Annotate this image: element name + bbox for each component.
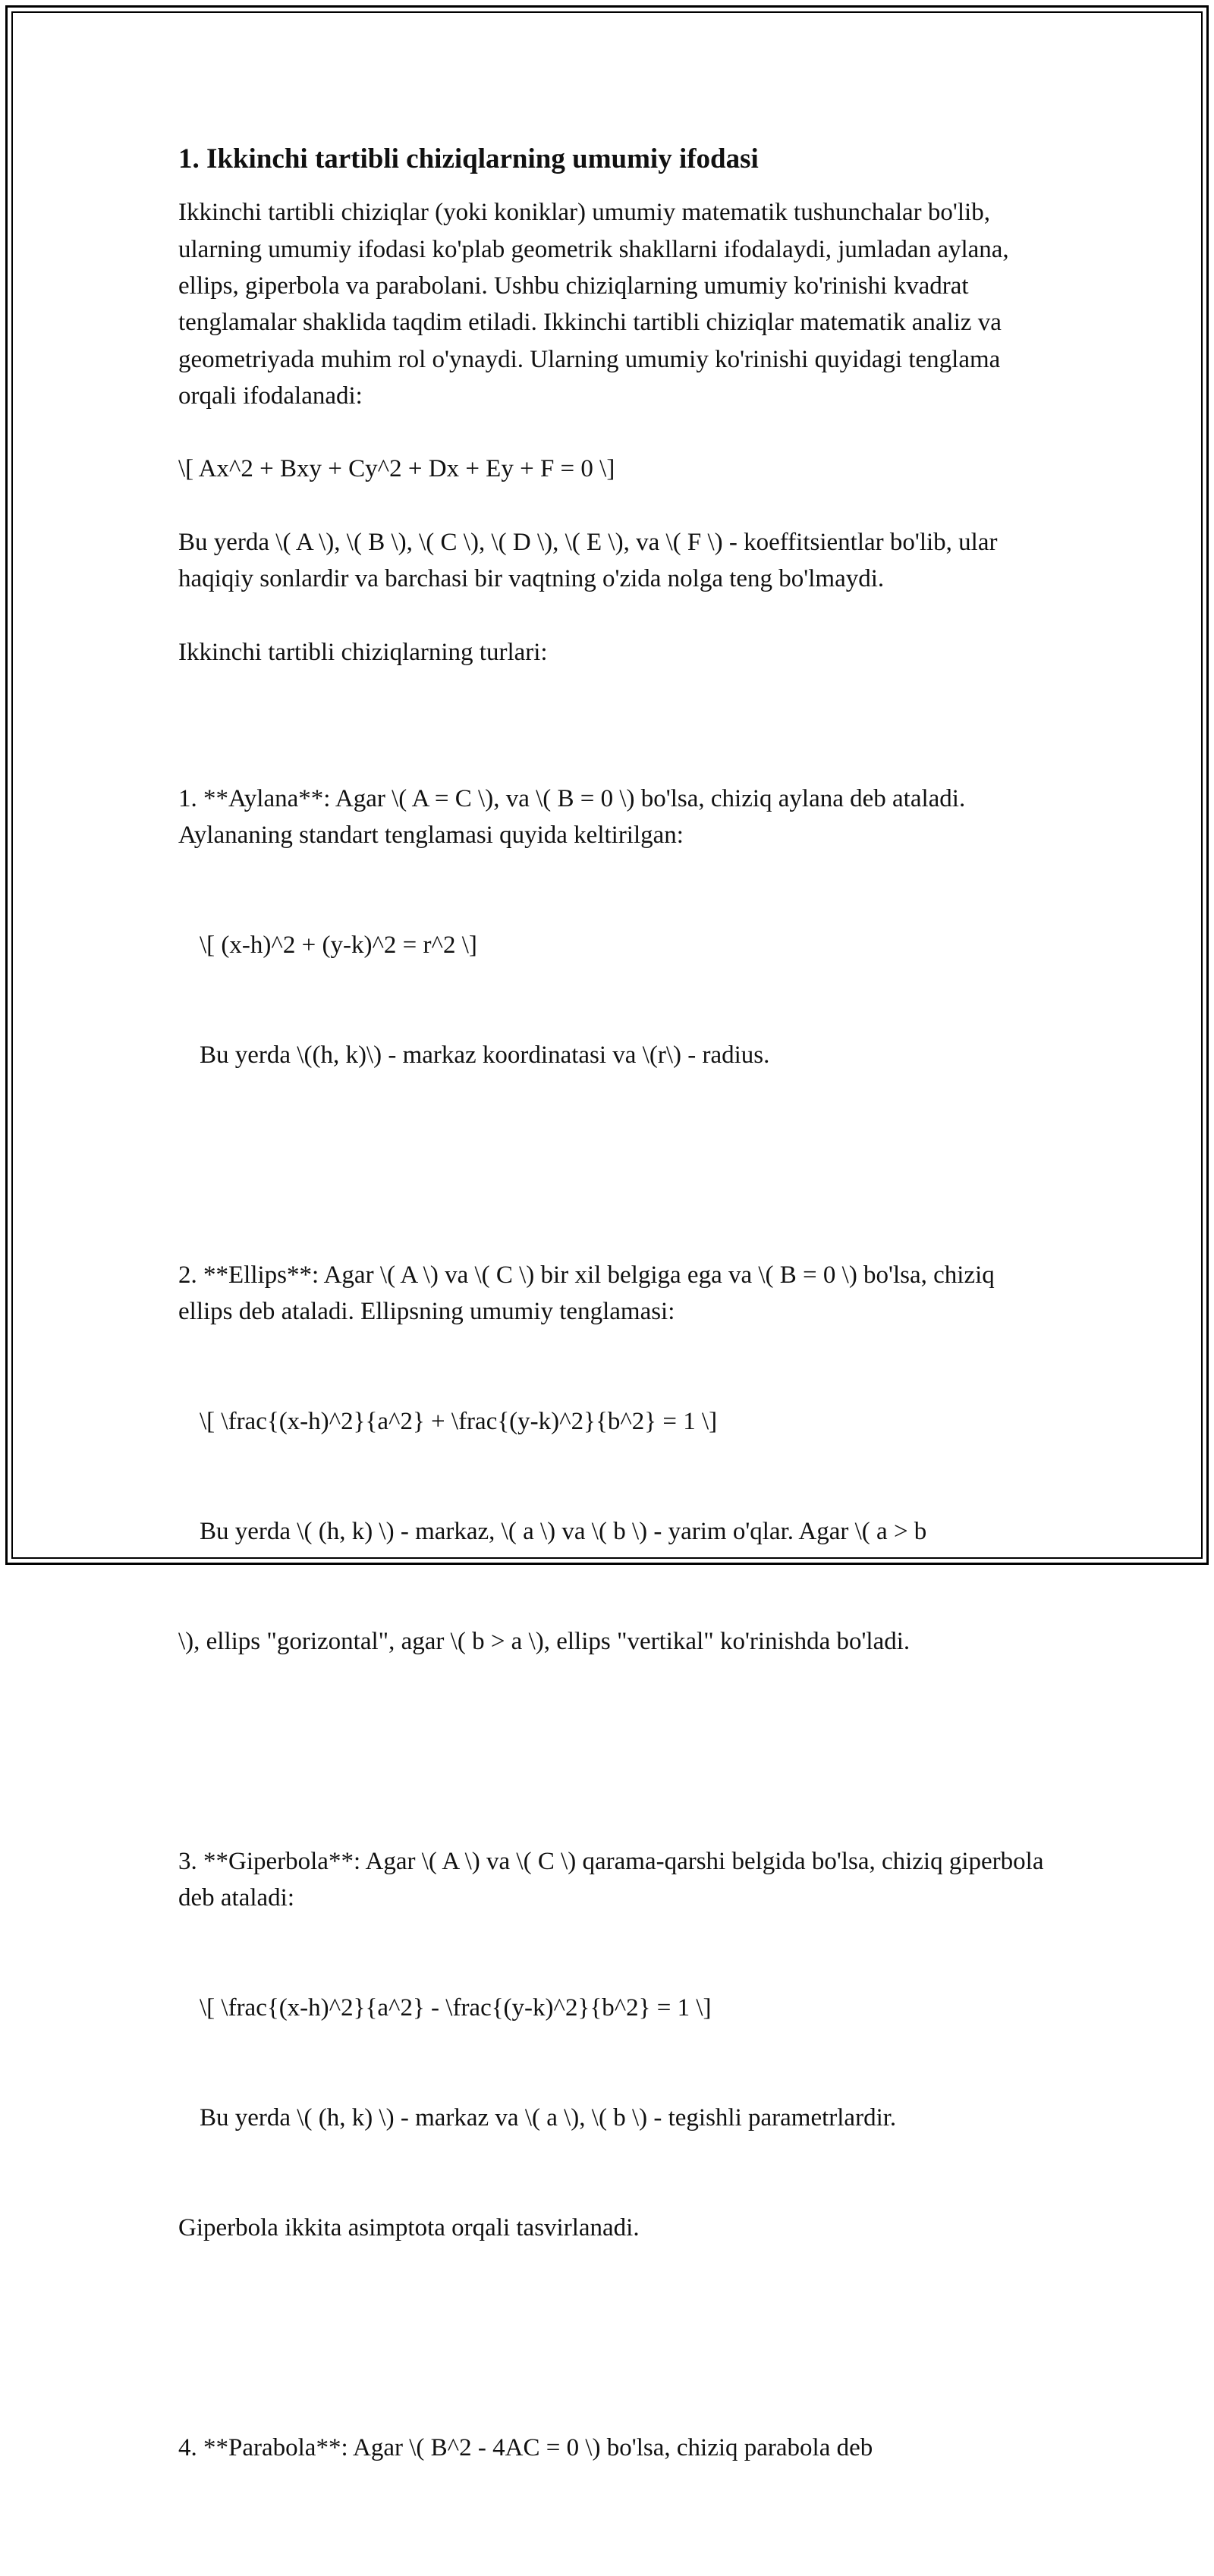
general-equation: \[ Ax^2 + Bxy + Cy^2 + Dx + Ey + F = 0 \] (178, 455, 615, 483)
list-item-note: Bu yerda \( (h, k) \) - markaz va \( a \), \( b \) - tegishli parametrlardir. (200, 2103, 897, 2131)
section-heading: 1. Ikkinchi tartibli chiziqlarning umumiy ifodasi (178, 143, 759, 174)
list-item-note-continued: \), ellips "gorizontal", agar \( b > a \), ellips "vertikal" ko'rinishda bo'ladi. (178, 1627, 910, 1655)
list-item-text: 4. **Parabola**: Agar \( B^2 - 4AC = 0 \) bo'lsa, chiziq parabola deb (178, 2433, 873, 2461)
list-item-formula: \[ (x-h)^2 + (y-k)^2 = r^2 \] (200, 931, 477, 960)
intro-paragraph: Ikkinchi tartibli chiziqlar (yoki koniklar) umumiy matematik tushunchalar bo'lib, ularning umumiy ifodasi ko'plab geometrik shakllarni ifodalaydi, jumladan aylana, ellips, giperbola va parabolani. Ushbu chiziqlarning umumiy ko'rinishi kvadrat tenglamalar shaklida taqdim etiladi. Ikkinchi tartibli chiziqlar matematik analiz va geometriyada muhim rol o'ynaydi. Ularning umumiy ko'rinishi quyidagi tenglama orqali ifodalanadi: (178, 199, 1015, 410)
list-item-formula: \[ \frac{(x-h)^2}{a^2} + \frac{(y-k)^2}{b^2} = 1 \] (200, 1408, 718, 1436)
list-item-text: 3. **Giperbola**: Agar \( A \) va \( C \) qarama-qarshi belgida bo'lsa, chiziq giperbola deb ataladi: (178, 1847, 1050, 1912)
list-item-parabola (178, 2356, 1051, 2539)
coefficients-paragraph: Bu yerda \( A \), \( B \), \( C \), \( D \), \( E \), va \( F \) - koeffitsientlar bo'lib, ular haqiqiy sonlardir va barchasi bir vaqtning o'zida nolga teng bo'lmaydi. (178, 529, 1004, 593)
list-item-hyperbola (178, 1770, 1051, 2319)
list-item-formula: \[ \frac{(x-h)^2}{a^2} - \frac{(y-k)^2}{b^2} = 1 \] (200, 1993, 712, 2022)
list-item-circle (178, 708, 1051, 1148)
list-item-note: Bu yerda \((h, k)\) - markaz koordinatasi va \(r\) - radius. (200, 1041, 770, 1070)
list-item-note: Bu yerda \( (h, k) \) - markaz, \( a \) va \( b \) - yarim o'qlar. Agar \( a > b (200, 1518, 927, 1546)
list-item-text: 1. **Aylana**: Agar \( A = C \), va \( B = 0 \) bo'lsa, chiziq aylana deb ataladi. Aylananing standart tenglamasi quyida keltirilgan: (178, 785, 970, 850)
document-body (178, 143, 1051, 2576)
types-heading: Ikkinchi tartibli chiziqlarning turlari: (178, 638, 548, 666)
list-item-ellipse (178, 1183, 1051, 1733)
list-item-text: 2. **Ellips**: Agar \( A \) va \( C \) bir xil belgiga ega va \( B = 0 \) bo'lsa, chiziq ellips deb ataladi. Ellipsning umumiy tenglamasi: (178, 1261, 1002, 1326)
list-item-note-continued: Giperbola ikkita asimptota orqali tasvirlanadi. (178, 2213, 640, 2241)
